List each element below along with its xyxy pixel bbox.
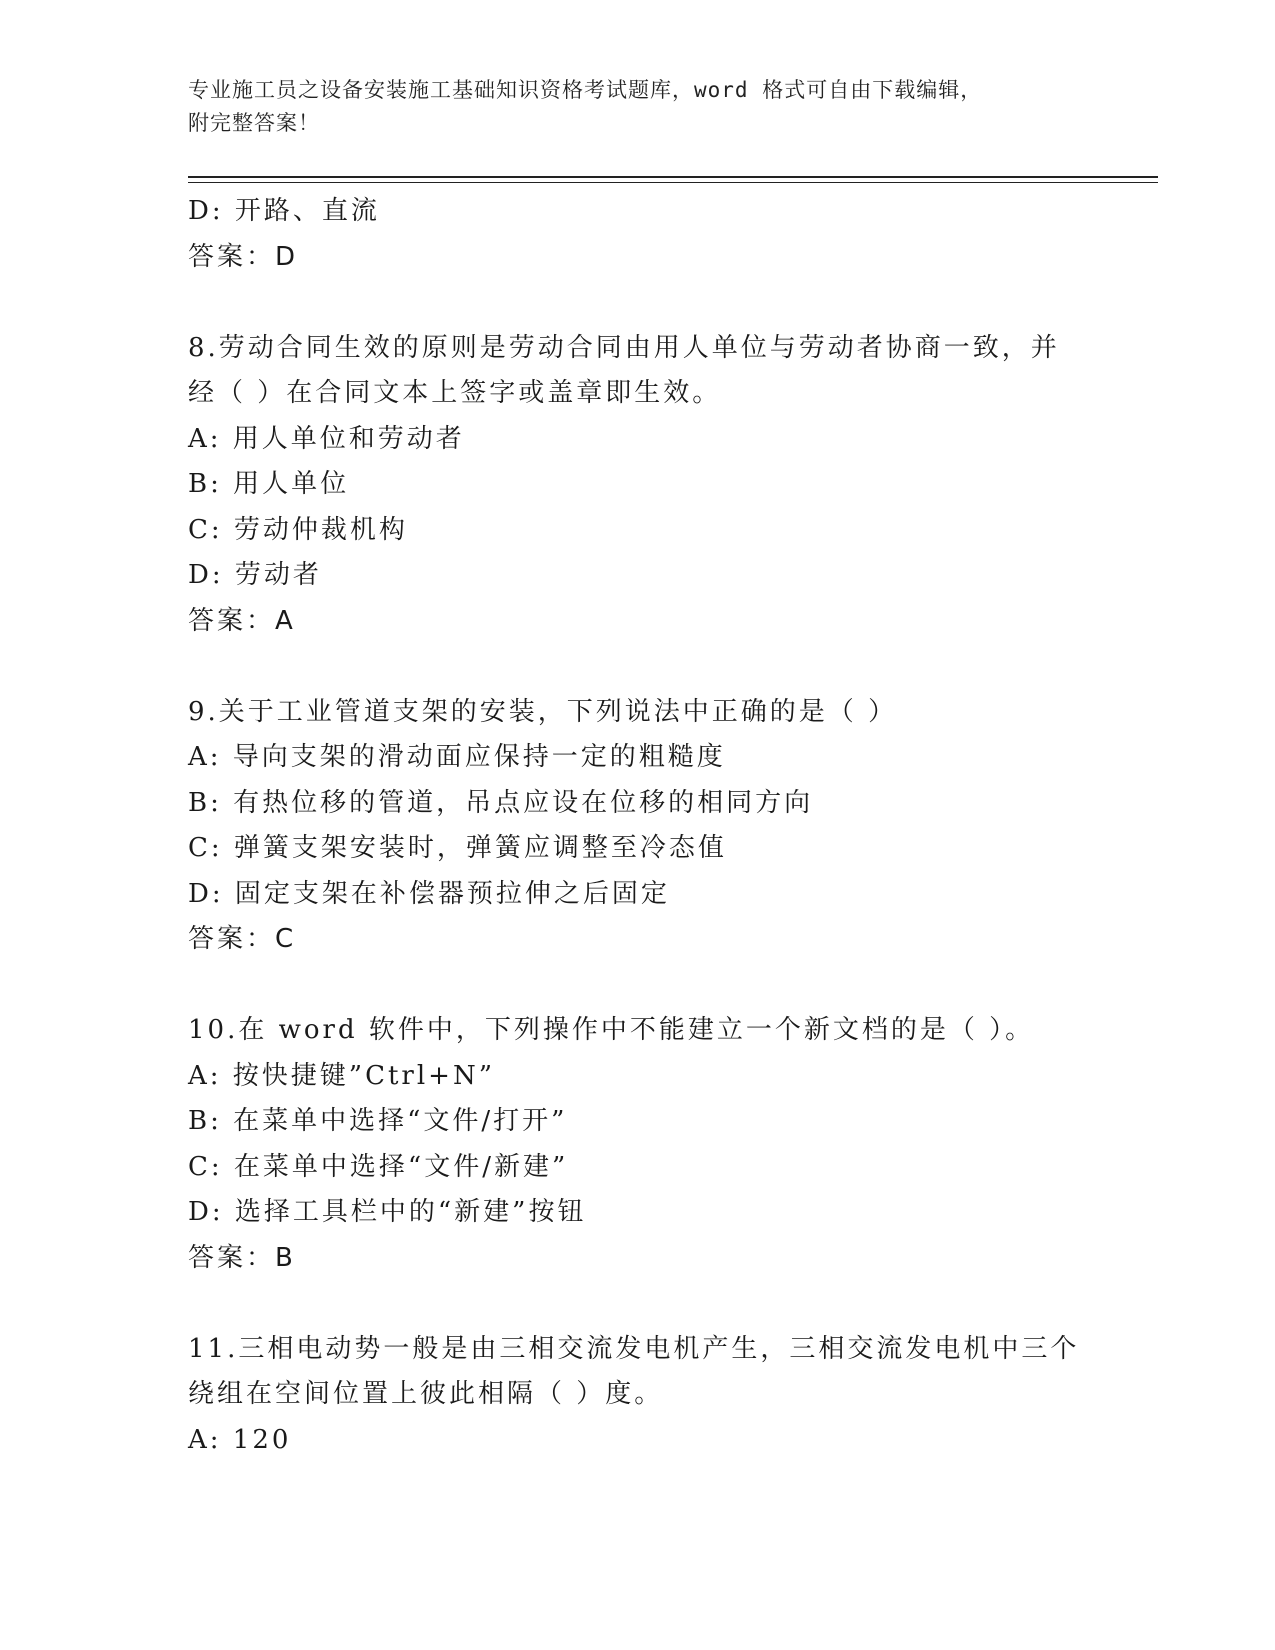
spacer [188, 280, 1088, 326]
option-d: D: 固定支架在补偿器预拉伸之后固定 [188, 878, 670, 909]
header-line-1: 专业施工员之设备安装施工基础知识资格考试题库，word 格式可自由下载编辑， [188, 78, 983, 102]
question-8 [188, 326, 1088, 645]
document-body [188, 189, 1088, 1463]
header-line-2: 附完整答案！ [188, 111, 320, 135]
answer-line: 答案：D [188, 241, 299, 272]
prev-question-tail [188, 189, 1088, 280]
option-a: A: 120 [188, 1424, 292, 1455]
question-stem-cont: 经（ ）在合同文本上签字或盖章即生效。 [188, 378, 722, 408]
option-c: C: 在菜单中选择“文件/新建” [188, 1151, 569, 1182]
question-11 [188, 1327, 1088, 1464]
question-10 [188, 1008, 1088, 1281]
answer-line: 答案：A [188, 605, 296, 636]
question-stem-cont: 绕组在空间位置上彼此相隔（ ）度。 [188, 1379, 664, 1409]
question-9 [188, 690, 1088, 963]
option-c: C: 弹簧支架安装时，弹簧应调整至冷态值 [188, 833, 727, 863]
question-stem: 9.关于工业管道支架的安装，下列说法中正确的是（ ） [188, 696, 898, 727]
option-b: B: 用人单位 [188, 469, 350, 499]
option-b: B: 有热位移的管道，吊点应设在位移的相同方向 [188, 787, 814, 818]
option-d: D: 选择工具栏中的“新建”按钮 [188, 1197, 587, 1227]
document-header [188, 74, 1088, 140]
header-divider-thin [188, 182, 1158, 183]
option-d: D: 劳动者 [188, 560, 322, 590]
answer-line: 答案：B [188, 1242, 296, 1273]
question-stem: 11.三相电动势一般是由三相交流发电机产生，三相交流发电机中三个 [188, 1333, 1080, 1364]
spacer [188, 963, 1088, 1009]
question-stem: 8.劳动合同生效的原则是劳动合同由用人单位与劳动者协商一致，并 [188, 332, 1060, 363]
option-a: A: 按快捷键”Ctrl+N” [188, 1060, 496, 1091]
option-d: D: 开路、直流 [188, 196, 380, 226]
option-b: B: 在菜单中选择“文件/打开” [188, 1106, 568, 1136]
option-a: A: 用人单位和劳动者 [188, 423, 465, 454]
spacer [188, 644, 1088, 690]
option-c: C: 劳动仲裁机构 [188, 514, 408, 545]
spacer [188, 1281, 1088, 1327]
option-a: A: 导向支架的滑动面应保持一定的粗糙度 [188, 742, 726, 772]
header-divider-thick [188, 176, 1158, 178]
answer-line: 答案：C [188, 924, 297, 954]
question-stem: 10.在 word 软件中，下列操作中不能建立一个新文档的是（ ）。 [188, 1015, 1035, 1045]
